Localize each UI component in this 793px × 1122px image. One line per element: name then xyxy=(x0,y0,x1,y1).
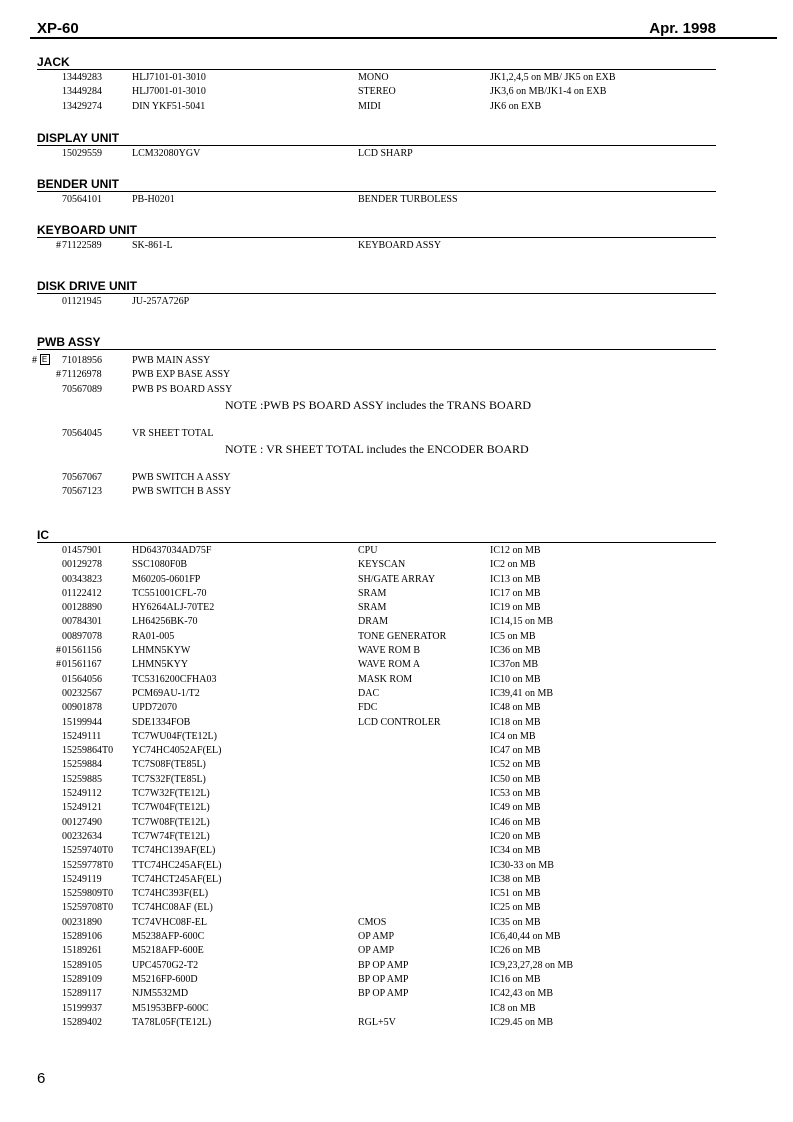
section-title: DISK DRIVE UNIT xyxy=(37,279,716,294)
table-row xyxy=(37,100,716,114)
part-remarks: IC35 on MB xyxy=(490,916,541,928)
part-number: 15249119 xyxy=(62,873,102,885)
part-name: PWB SWITCH B ASSY xyxy=(132,486,232,498)
table-row xyxy=(37,573,716,587)
part-remarks: IC25 on MB xyxy=(490,902,541,914)
part-name: PB-H0201 xyxy=(132,194,175,205)
table-row xyxy=(37,773,716,787)
part-remarks: IC6,40,44 on MB xyxy=(490,931,561,943)
part-number: 15289117 xyxy=(62,988,102,1000)
part-number: 15259708T0 xyxy=(62,902,114,914)
part-number: 15289105 xyxy=(62,959,102,971)
part-number: 13449284 xyxy=(62,86,102,98)
part-number: 71018956 xyxy=(62,355,102,366)
mark-cell: # xyxy=(56,369,61,381)
part-number: 15289109 xyxy=(62,973,102,985)
part-remarks: IC29.45 on MB xyxy=(490,1016,554,1028)
model-name: XP-60 xyxy=(37,20,79,37)
table-row xyxy=(37,930,716,944)
part-name: UPD72070 xyxy=(132,702,178,714)
table-row xyxy=(37,368,716,382)
part-description: WAVE ROM A xyxy=(358,659,421,671)
table-row xyxy=(37,427,716,441)
part-description: CPU xyxy=(358,545,378,556)
table-row xyxy=(37,816,716,830)
part-description: KEYSCAN xyxy=(358,559,406,571)
note-text: NOTE :PWB PS BOARD ASSY includes the TRANS BOARD xyxy=(225,397,532,412)
part-description: OP AMP xyxy=(358,945,395,957)
part-remarks: IC49 on MB xyxy=(490,802,541,814)
table-row xyxy=(37,71,716,85)
section-display-unit xyxy=(37,131,716,161)
table-row xyxy=(37,916,716,930)
part-number: 70567089 xyxy=(62,383,102,395)
part-number: 15199944 xyxy=(62,716,102,728)
part-name: TC7S32F(TE85L) xyxy=(132,773,206,785)
part-description: BP OP AMP xyxy=(358,973,409,985)
mark-cell: # E xyxy=(32,354,56,368)
part-remarks: IC36 on MB xyxy=(490,645,541,657)
part-name: PCM69AU-1/T2 xyxy=(132,687,200,699)
part-name: TC7W04F(TE12L) xyxy=(132,802,210,814)
part-name: HY6264ALJ-70TE2 xyxy=(132,602,215,614)
part-remarks: IC42,43 on MB xyxy=(490,988,554,1000)
part-name: TC7W32F(TE12L) xyxy=(132,788,210,800)
part-number: 01561156 xyxy=(62,645,102,657)
part-remarks: IC46 on MB xyxy=(490,816,541,828)
part-number: 70564045 xyxy=(62,427,102,439)
part-name: LH64256BK-70 xyxy=(132,616,198,628)
part-remarks: IC38 on MB xyxy=(490,873,541,885)
table-row xyxy=(37,587,716,601)
part-name: LHMN5KYW xyxy=(132,645,191,657)
part-remarks: JK1,2,4,5 on MB/ JK5 on EXB xyxy=(490,72,616,83)
part-number: 00343823 xyxy=(62,573,102,585)
part-description: CMOS xyxy=(358,916,387,928)
part-name: TC7W74F(TE12L) xyxy=(132,830,210,842)
part-number: 00232567 xyxy=(62,687,102,699)
part-name: TC5316200CFHA03 xyxy=(132,673,217,685)
section-title: BENDER UNIT xyxy=(37,177,716,192)
part-description: SH/GATE ARRAY xyxy=(358,573,436,585)
part-number: 00129278 xyxy=(62,559,102,571)
part-description: MONO xyxy=(358,72,389,83)
part-name: SSC1080F0B xyxy=(132,559,188,571)
note-text: NOTE : VR SHEET TOTAL includes the ENCODER BOARD xyxy=(225,442,529,457)
part-name: TC7S08F(TE85L) xyxy=(132,759,206,771)
table-row xyxy=(37,601,716,615)
part-description: TONE GENERATOR xyxy=(358,630,447,642)
part-remarks: IC26 on MB xyxy=(490,945,541,957)
table-row xyxy=(37,658,716,672)
part-number: 15259885 xyxy=(62,773,102,785)
table-row xyxy=(37,830,716,844)
part-number: 71122589 xyxy=(62,240,102,251)
part-name: TC74HCT245AF(EL) xyxy=(132,873,222,885)
part-description: SRAM xyxy=(358,587,387,599)
part-number: 15029559 xyxy=(62,148,102,159)
part-remarks: IC19 on MB xyxy=(490,602,541,614)
part-name: RA01-005 xyxy=(132,630,175,642)
table-row xyxy=(37,295,716,309)
part-remarks: IC39,41 on MB xyxy=(490,687,554,699)
table-row xyxy=(37,485,716,499)
part-name: TC551001CFL-70 xyxy=(132,587,207,599)
table-row xyxy=(37,730,716,744)
table-row xyxy=(37,383,716,397)
document-date: Apr. 1998 xyxy=(649,20,716,37)
part-number: 01457901 xyxy=(62,545,102,556)
part-number: 15189261 xyxy=(62,945,102,957)
part-number: 01121945 xyxy=(62,296,102,307)
section-title: JACK xyxy=(37,55,716,70)
part-number: 15259884 xyxy=(62,759,102,771)
table-row xyxy=(37,987,716,1001)
section-title: KEYBOARD UNIT xyxy=(37,223,716,238)
section-keyboard-unit xyxy=(37,223,716,253)
part-name: DIN YKF51-5041 xyxy=(132,100,206,112)
section-bender-unit xyxy=(37,177,716,207)
part-number: 15249111 xyxy=(62,730,102,742)
table-row xyxy=(37,193,716,207)
e-box-icon: E xyxy=(40,354,50,365)
section-ic xyxy=(37,528,716,1030)
table-row xyxy=(37,844,716,858)
section-disk-drive-unit xyxy=(37,279,716,309)
part-name: JU-257A726P xyxy=(132,296,190,307)
part-description: BP OP AMP xyxy=(358,988,409,1000)
part-remarks: IC48 on MB xyxy=(490,702,541,714)
part-description: DAC xyxy=(358,687,380,699)
part-name: M5216FP-600D xyxy=(132,973,198,985)
mark-cell: # xyxy=(56,645,61,657)
part-name: TC74HC08AF (EL) xyxy=(132,902,213,914)
part-name: YC74HC4052AF(EL) xyxy=(132,745,222,757)
part-remarks: IC10 on MB xyxy=(490,673,541,685)
section-title: PWB ASSY xyxy=(37,335,716,350)
part-description: LCD CONTROLER xyxy=(358,716,441,728)
section-title: IC xyxy=(37,528,716,543)
part-remarks: IC18 on MB xyxy=(490,716,541,728)
part-number: 15249121 xyxy=(62,802,102,814)
part-remarks: IC5 on MB xyxy=(490,630,536,642)
parts-list xyxy=(37,294,716,309)
section-jack xyxy=(37,55,716,114)
header-rule xyxy=(30,37,777,39)
part-name: TC7WU04F(TE12L) xyxy=(132,730,217,742)
part-description: BENDER TURBOLESS xyxy=(358,194,458,205)
part-remarks: IC37on MB xyxy=(490,659,539,671)
table-row xyxy=(37,701,716,715)
table-row xyxy=(37,744,716,758)
part-description: DRAM xyxy=(358,616,389,628)
table-row xyxy=(37,901,716,915)
part-name: HLJ7101-01-3010 xyxy=(132,72,206,83)
part-name: PWB PS BOARD ASSY xyxy=(132,383,233,395)
part-name: TC74HC393F(EL) xyxy=(132,888,209,900)
part-remarks: IC50 on MB xyxy=(490,773,541,785)
part-number: 15249112 xyxy=(62,788,102,800)
part-number: 15259740T0 xyxy=(62,845,114,857)
mark-cell: # xyxy=(56,240,61,251)
table-row xyxy=(37,873,716,887)
table-row xyxy=(37,787,716,801)
part-number: 00784301 xyxy=(62,616,102,628)
part-number: 00231890 xyxy=(62,916,102,928)
table-row xyxy=(37,239,716,253)
part-name: M5238AFP-600C xyxy=(132,931,205,943)
part-description: STEREO xyxy=(358,86,396,98)
part-number: 01561167 xyxy=(62,659,102,671)
part-number: 00127490 xyxy=(62,816,102,828)
table-row xyxy=(37,1016,716,1030)
part-number: 15199937 xyxy=(62,1002,102,1014)
table-row xyxy=(37,859,716,873)
table-row xyxy=(37,147,716,161)
part-name: SDE1334FOB xyxy=(132,716,191,728)
table-row xyxy=(37,716,716,730)
part-number: 15289106 xyxy=(62,931,102,943)
part-remarks: IC17 on MB xyxy=(490,587,541,599)
section-pwb-assy xyxy=(32,335,716,500)
part-description: BP OP AMP xyxy=(358,959,409,971)
part-remarks: IC30-33 on MB xyxy=(490,859,554,871)
part-remarks: IC12 on MB xyxy=(490,545,541,556)
table-row xyxy=(37,959,716,973)
part-number: 15259778T0 xyxy=(62,859,114,871)
table-row xyxy=(32,354,716,368)
parts-list xyxy=(37,238,716,253)
table-row xyxy=(37,687,716,701)
part-remarks: IC34 on MB xyxy=(490,845,541,857)
part-number: 01122412 xyxy=(62,587,102,599)
table-row xyxy=(37,973,716,987)
table-row xyxy=(37,558,716,572)
parts-list xyxy=(37,543,716,1030)
part-name: UPC4570G2-T2 xyxy=(132,959,199,971)
part-name: TTC74HC245AF(EL) xyxy=(132,859,222,871)
part-remarks: IC47 on MB xyxy=(490,745,541,757)
table-row xyxy=(37,887,716,901)
part-number: 00128890 xyxy=(62,602,102,614)
part-number: 13429274 xyxy=(62,100,102,112)
part-number: 70564101 xyxy=(62,194,102,205)
part-remarks: IC9,23,27,28 on MB xyxy=(490,959,574,971)
part-name: NJM5532MD xyxy=(132,988,189,1000)
table-row xyxy=(37,615,716,629)
part-remarks: JK6 on EXB xyxy=(490,100,542,112)
part-name: TC7W08F(TE12L) xyxy=(132,816,210,828)
part-name: PWB EXP BASE ASSY xyxy=(132,369,231,381)
part-number: 01564056 xyxy=(62,673,102,685)
part-remarks: IC14,15 on MB xyxy=(490,616,554,628)
part-description: MIDI xyxy=(358,100,381,112)
part-name: SK-861-L xyxy=(132,240,173,251)
table-row xyxy=(37,544,716,558)
part-name: TA78L05F(TE12L) xyxy=(132,1016,212,1028)
part-description: SRAM xyxy=(358,602,387,614)
part-description: OP AMP xyxy=(358,931,395,943)
part-remarks: IC2 on MB xyxy=(490,559,536,571)
part-description: MASK ROM xyxy=(358,673,413,685)
parts-list xyxy=(37,70,716,114)
part-description: WAVE ROM B xyxy=(358,645,421,657)
parts-list xyxy=(37,146,716,161)
part-number: 00901878 xyxy=(62,702,102,714)
mark-cell: # xyxy=(56,659,61,671)
part-number: 15259809T0 xyxy=(62,888,114,900)
section-title: DISPLAY UNIT xyxy=(37,131,716,146)
table-row xyxy=(37,944,716,958)
part-remarks: IC51 on MB xyxy=(490,888,541,900)
part-number: 15259864T0 xyxy=(62,745,114,757)
part-name: PWB SWITCH A ASSY xyxy=(132,472,231,484)
table-row xyxy=(37,801,716,815)
part-name: LCM32080YGV xyxy=(132,148,201,159)
part-name: LHMN5KYY xyxy=(132,659,189,671)
part-name: HLJ7001-01-3010 xyxy=(132,86,206,98)
page-number: 6 xyxy=(37,1070,46,1087)
part-remarks: IC52 on MB xyxy=(490,759,541,771)
part-name: PWB MAIN ASSY xyxy=(132,355,211,366)
part-description: FDC xyxy=(358,702,378,714)
parts-list xyxy=(37,192,716,207)
part-number: 00232634 xyxy=(62,830,102,842)
page-header xyxy=(37,20,716,38)
table-row xyxy=(37,644,716,658)
part-remarks: IC4 on MB xyxy=(490,730,536,742)
part-remarks: IC8 on MB xyxy=(490,1002,536,1014)
part-remarks: IC13 on MB xyxy=(490,573,541,585)
part-remarks: IC16 on MB xyxy=(490,973,541,985)
part-number: 15289402 xyxy=(62,1016,102,1028)
part-remarks: IC53 on MB xyxy=(490,788,541,800)
table-row xyxy=(37,758,716,772)
part-name: HD6437034AD75F xyxy=(132,545,212,556)
part-number: 13449283 xyxy=(62,72,102,83)
part-name: M60205-0601FP xyxy=(132,573,201,585)
part-name: VR SHEET TOTAL xyxy=(132,427,214,439)
table-row xyxy=(37,673,716,687)
table-row xyxy=(37,85,716,99)
part-description: RGL+5V xyxy=(358,1016,396,1028)
part-number: 70567123 xyxy=(62,486,102,498)
part-number: 71126978 xyxy=(62,369,102,381)
part-name: M51953BFP-600C xyxy=(132,1002,209,1014)
part-name: TC74HC139AF(EL) xyxy=(132,845,216,857)
part-remarks: JK3,6 on MB/JK1-4 on EXB xyxy=(490,86,607,98)
part-number: 00897078 xyxy=(62,630,102,642)
table-row xyxy=(37,630,716,644)
part-name: TC74VHC08F-EL xyxy=(132,916,207,928)
part-remarks: IC20 on MB xyxy=(490,830,541,842)
table-row xyxy=(37,471,716,485)
part-name: M5218AFP-600E xyxy=(132,945,204,957)
part-number: 70567067 xyxy=(62,472,102,484)
part-description: KEYBOARD ASSY xyxy=(358,240,442,251)
part-description: LCD SHARP xyxy=(358,148,413,159)
table-row xyxy=(37,1002,716,1016)
